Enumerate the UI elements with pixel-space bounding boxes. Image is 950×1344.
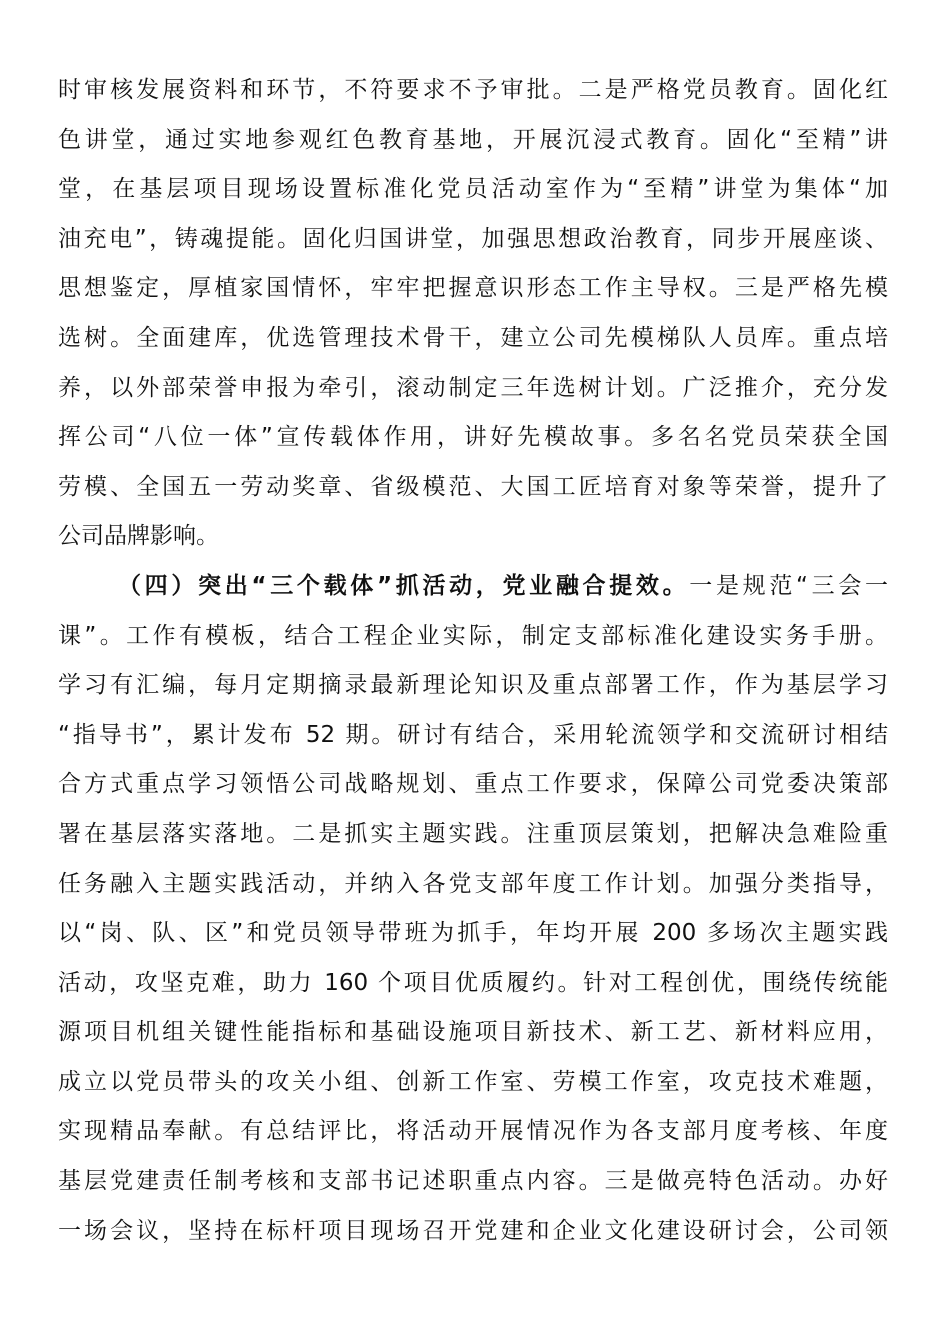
text-line: 实现精品奉献。有总结评比，将活动开展情况作为各支部月度考核、年度 — [58, 1118, 888, 1145]
text-line: 挥公司“八位一体”宣传载体作用，讲好先模故事。多名名党员荣获全国 — [58, 424, 888, 451]
text-line: 课”。工作有模板，结合工程企业实际，制定支部标准化建设实务手册。 — [58, 622, 888, 649]
section-heading: （四）突出“三个载体”抓活动，党业融合提效。 — [118, 572, 690, 599]
text-line: 基层党建责任制考核和支部书记述职重点内容。三是做亮特色活动。办好 — [58, 1168, 888, 1195]
paragraph-end-line: 公司品牌影响。 — [58, 523, 219, 550]
text-line: 源项目机组关键性能指标和基础设施项目新技术、新工艺、新材料应用， — [58, 1019, 888, 1046]
text-line: 劳模、全国五一劳动奖章、省级模范、大国工匠培育对象等荣誉，提升了 — [58, 473, 888, 500]
text-line: 堂，在基层项目现场设置标准化党员活动室作为“至精”讲堂为集体“加 — [58, 176, 888, 203]
text-line: 时审核发展资料和环节，不符要求不予审批。二是严格党员教育。固化红 — [58, 77, 888, 103]
section-heading-line — [58, 562, 888, 612]
text-line: “指导书”，累计发布 52 期。研讨有结合，采用轮流领学和交流研讨相结 — [58, 721, 888, 748]
text-line: 学习有汇编，每月定期摘录最新理论知识及重点部署工作，作为基层学习 — [58, 672, 888, 699]
text-line: 一场会议，坚持在标杆项目现场召开党建和企业文化建设研讨会，公司领 — [58, 1217, 888, 1244]
text-line: 以“岗、队、区”和党员领导带班为抓手，年均开展 200 多场次主题实践 — [58, 920, 888, 947]
document-body — [58, 66, 888, 1256]
text-line: 活动，攻坚克难，助力 160 个项目优质履约。针对工程创优，围绕传统能 — [58, 969, 888, 996]
text-line: 色讲堂，通过实地参观红色教育基地，开展沉浸式教育。固化“至精”讲 — [58, 126, 888, 153]
text-line: 署在基层落实落地。二是抓实主题实践。注重顶层策划，把解决急难险重 — [58, 820, 888, 847]
heading-line-text: 一是规范“三会一 — [689, 572, 888, 599]
text-line: 合方式重点学习领悟公司战略规划、重点工作要求，保障公司党委决策部 — [58, 771, 888, 798]
text-line: 成立以党员带头的攻关小组、创新工作室、劳模工作室，攻克技术难题， — [58, 1068, 888, 1095]
text-line: 任务融入主题实践活动，并纳入各党支部年度工作计划。加强分类指导， — [58, 870, 888, 897]
text-line: 选树。全面建库，优选管理技术骨干，建立公司先模梯队人员库。重点培 — [58, 324, 888, 351]
text-line: 养，以外部荣誉申报为牵引，滚动制定三年选树计划。广泛推介，充分发 — [58, 374, 888, 401]
text-line: 思想鉴定，厚植家国情怀，牢牢把握意识形态工作主导权。三是严格先模 — [58, 275, 888, 302]
text-line: 油充电”，铸魂提能。固化归国讲堂，加强思想政治教育，同步开展座谈、 — [58, 225, 888, 252]
